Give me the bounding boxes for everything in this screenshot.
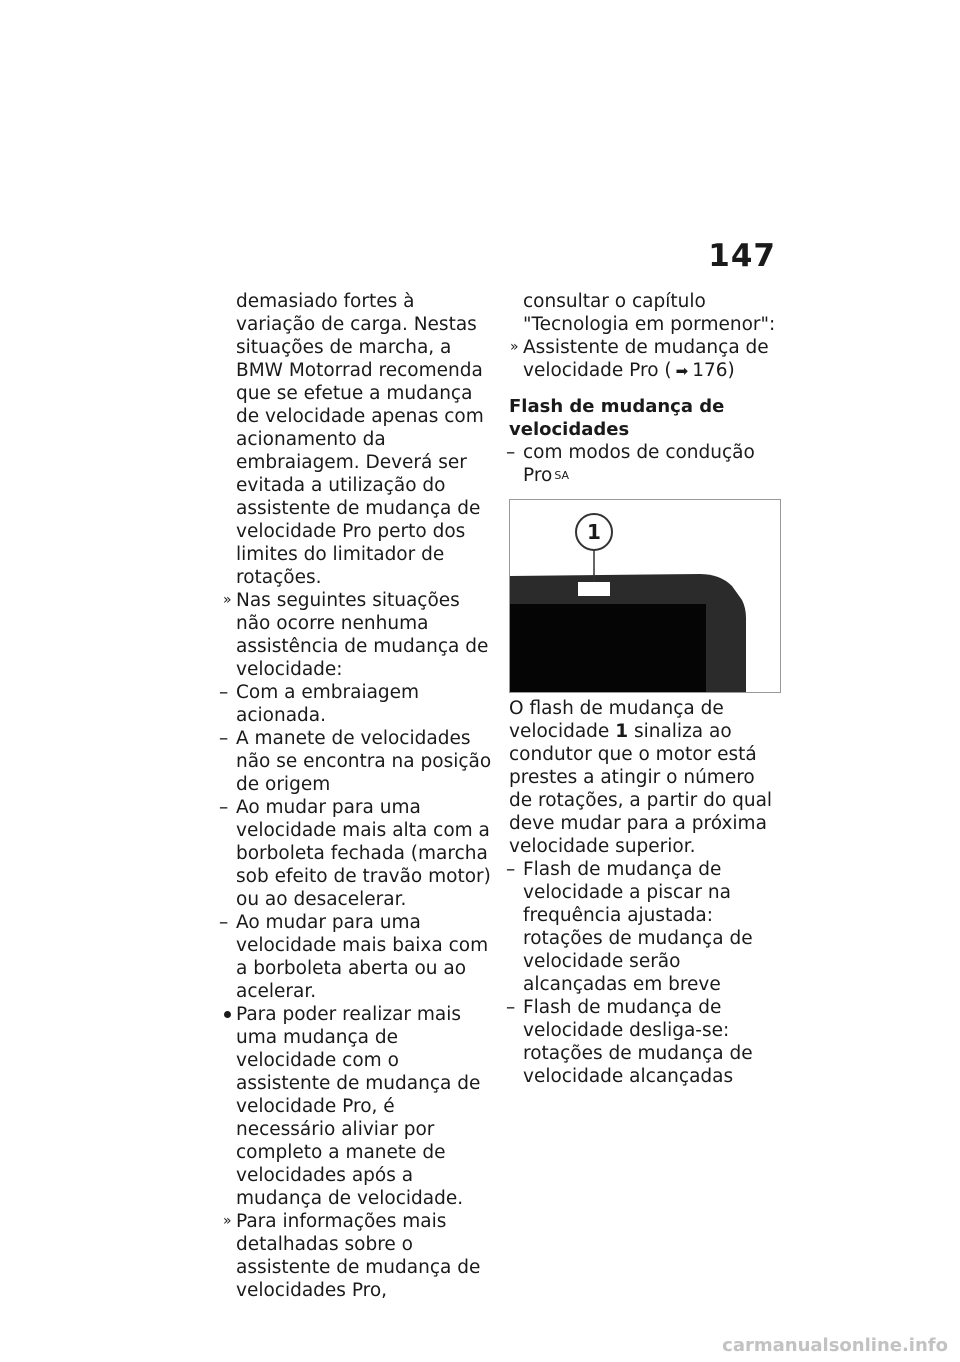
figure-callout: 1 bbox=[587, 520, 601, 544]
left-column bbox=[219, 290, 492, 1302]
list-item: » Assistente de mudança de velocidade Pro ( ➡ 176) bbox=[510, 337, 769, 381]
dash-icon: – bbox=[219, 912, 229, 933]
display-illustration bbox=[510, 500, 780, 692]
description-paragraph: O flash de mudança de velocidade 1 sinaliza ao condutor que o motor está prestes a atingir o número de rotações, a partir do qual deve mudar para a próxima velocidade superior. bbox=[509, 698, 773, 857]
dash-icon: – bbox=[506, 859, 516, 880]
bullet-icon bbox=[224, 1011, 231, 1018]
list-item: – com modos de condução Pro $^{SA}$ bbox=[506, 442, 755, 486]
section-heading: Flash de mudança de velocidades bbox=[509, 396, 725, 440]
list-item: – Flash de mudança de velocidade a piscar na frequência ajustada: rotações de mudança de velocidade serão alcançadas em breve bbox=[506, 859, 753, 995]
footer-watermark: carmanualsonline.info bbox=[722, 1335, 948, 1356]
page-reference[interactable]: 176) bbox=[692, 360, 735, 381]
double-chevron-icon: » bbox=[223, 1213, 232, 1229]
list-item: » Nas seguintes situações não ocorre nenhuma assistência de mudança de velocidade: bbox=[223, 590, 489, 680]
list-item: » Para informações mais detalhadas sobre o assistente de mudança de velocidades Pro, bbox=[223, 1211, 481, 1301]
sa-label: SA bbox=[554, 469, 570, 482]
continuation-paragraph: consultar o capítulo "Tecnologia em pormenor": bbox=[523, 291, 776, 335]
dash-icon: – bbox=[506, 997, 516, 1018]
dash-icon: – bbox=[219, 682, 229, 703]
list-item: Para poder realizar mais uma mudança de velocidade com o assistente de mudança de velocidade Pro, é necessário aliviar por completo a manete de velocidades após a mudança de velocidade. bbox=[222, 1003, 492, 1210]
shift-light-figure bbox=[509, 499, 781, 693]
list-item: – Ao mudar para uma velocidade mais alta com a borboleta fechada (marcha sob efeito de travão motor) ou ao desacelerar. bbox=[219, 797, 491, 910]
dash-icon: – bbox=[219, 728, 229, 749]
right-column bbox=[506, 290, 781, 1088]
list-item: – A manete de velocidades não se encontra na posição de origem bbox=[219, 728, 492, 795]
double-chevron-icon: » bbox=[510, 339, 519, 355]
intro-paragraph: demasiado fortes à variação de carga. Nestas situações de marcha, a BMW Motorrad recomenda que se efetue a mudança de velocidade apenas com acionamento da embraiagem. Deverá ser evitada a utilização do assistente de mudança de velocidade Pro perto dos limites do limitador de rotações. bbox=[236, 291, 484, 588]
list-item: – Com a embraiagem acionada. bbox=[219, 682, 420, 726]
list-item: – Ao mudar para uma velocidade mais baixa com a borboleta aberta ou ao acelerar. bbox=[219, 912, 489, 1002]
list-item: – Flash de mudança de velocidade desliga-se: rotações de mudança de velocidade alcançadas bbox=[506, 997, 753, 1087]
page-number: 147 bbox=[708, 238, 776, 274]
double-chevron-icon: » bbox=[223, 592, 232, 608]
arrow-right-icon: ➡ bbox=[675, 362, 689, 380]
dash-icon: – bbox=[219, 797, 229, 818]
dash-icon: – bbox=[506, 442, 516, 463]
